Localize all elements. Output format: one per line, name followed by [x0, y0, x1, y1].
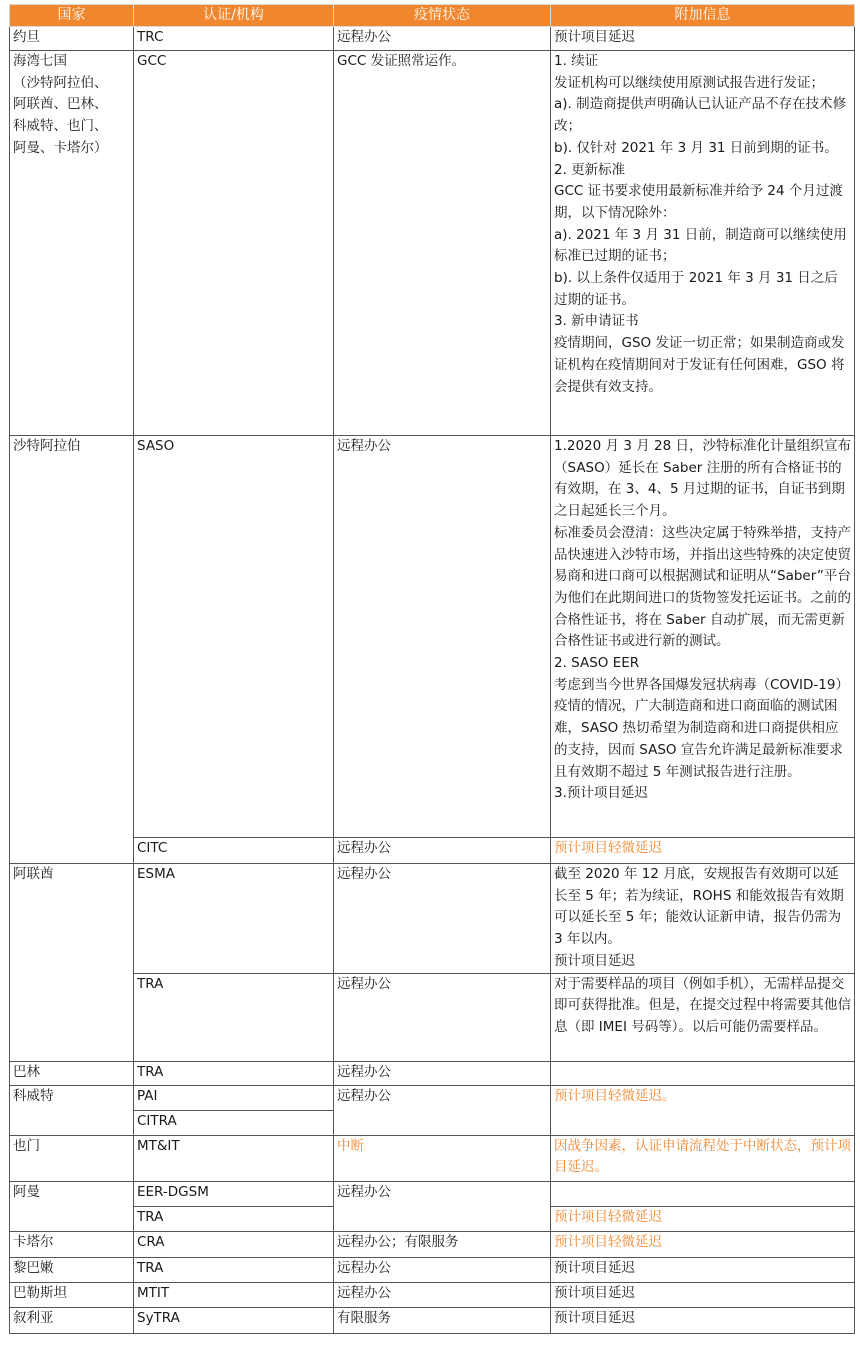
info-cell: 预计项目延迟	[551, 1257, 855, 1282]
table-row	[10, 1061, 855, 1085]
status-cell: 远程办公	[334, 1282, 551, 1307]
cert-cell: SASO	[134, 436, 334, 838]
cert-cell: CITRA	[134, 1110, 334, 1135]
info-paragraph: 2. SASO EER	[554, 655, 640, 672]
info-cell: 预计项目延迟	[551, 27, 855, 51]
status-cell: 中断	[334, 1135, 551, 1181]
info-paragraph: 2. 更新标准	[554, 161, 626, 178]
status-cell: 远程办公	[334, 436, 551, 838]
cert-cell: EER-DGSM	[134, 1181, 334, 1206]
table-row	[10, 51, 855, 436]
info-cell: 预计项目延迟	[551, 1307, 855, 1333]
status-cell: 远程办公	[334, 1061, 551, 1085]
info-cell: 因战争因素，认证申请流程处于中断状态，预计项目延迟。	[551, 1135, 855, 1181]
cert-cell: ESMA	[134, 864, 334, 974]
country-cell: 沙特阿拉伯	[10, 436, 134, 864]
info-paragraph: 1. 续证	[554, 53, 599, 69]
cert-cell: TRA	[134, 973, 334, 1061]
status-cell: 远程办公	[334, 864, 551, 974]
cert-cell: GCC	[134, 51, 334, 436]
info-paragraph: 3. 新申请证书	[554, 313, 639, 330]
table-row	[10, 27, 855, 51]
country-cell: 也门	[10, 1135, 134, 1181]
header-row	[10, 5, 855, 27]
status-cell: 有限服务	[334, 1307, 551, 1333]
header-country: 国家	[10, 5, 134, 27]
cert-cell: PAI	[134, 1085, 334, 1110]
country-cell: 黎巴嫩	[10, 1257, 134, 1282]
info-paragraph: 标准委员会澄清：这些决定属于特殊举措，支持产品快速进入沙特市场，并指出这些特殊的决定使贸易商和进口商可以根据测试和证明从“Saber”平台为他们在此期间进口的货物签发托运证书。之前的合格性证书，将在 Saber 自动扩展，而无需更新合格性证书或进行新的测试。	[554, 524, 851, 650]
status-cell: 远程办公	[334, 838, 551, 864]
info-paragraph: 3.预计项目延迟	[554, 785, 648, 802]
country-cell: 海湾七国 （沙特阿拉伯、 阿联酋、巴林、 科威特、也门、 阿曼、卡塔尔）	[10, 51, 134, 436]
table-row	[10, 1135, 855, 1181]
info-paragraph: 发证机构可以继续使用原测试报告进行发证；	[554, 74, 824, 91]
info-cell	[551, 864, 855, 974]
table-row	[10, 838, 855, 864]
country-cell: 阿联酋	[10, 864, 134, 1062]
table-row	[10, 864, 855, 974]
country-cell: 科威特	[10, 1085, 134, 1135]
info-paragraph: 预计项目延迟	[554, 952, 635, 969]
info-paragraph: 考虑到当今世界各国爆发冠状病毒（COVID-19）疫情的情况，广大制造商和进口商面临的测试困难，SASO 热切希望为制造商和进口商提供相应的支持，因而 SASO 宣告允许满足最新标准要求且有效期不超过 5 年测试报告进行注册。	[554, 676, 849, 780]
header-status: 疫情状态	[334, 5, 551, 27]
country-cell: 阿曼	[10, 1181, 134, 1231]
info-cell	[551, 1181, 855, 1206]
info-paragraph: 截至 2020 年 12 月底，安规报告有效期可以延长至 5 年；若为续证，ROHS 和能效报告有效期可以延长至 5 年；能效认证新申请，报告仍需为 3 年以内。	[554, 866, 844, 948]
info-cell	[551, 436, 855, 838]
table-row	[10, 1257, 855, 1282]
table-row	[10, 973, 855, 1061]
cert-cell: TRC	[134, 27, 334, 51]
cert-cell: CITC	[134, 838, 334, 864]
info-cell: 对于需要样品的项目（例如手机），无需样品提交即可获得批准。但是，在提交过程中将需要其他信息（即 IMEI 号码等）。以后可能仍需要样品。	[551, 973, 855, 1061]
table-row	[10, 436, 855, 838]
cert-cell: MTIT	[134, 1282, 334, 1307]
table-row	[10, 1307, 855, 1333]
country-cell: 叙利亚	[10, 1307, 134, 1333]
cert-cell: SyTRA	[134, 1307, 334, 1333]
status-cell: 远程办公；有限服务	[334, 1231, 551, 1257]
table-row	[10, 1085, 855, 1110]
header-info: 附加信息	[551, 5, 855, 27]
info-paragraph: 1.2020 月 3 月 28 日，沙特标准化计量组织宣布（SASO）延长在 Saber 注册的所有合格证书的有效期，在 3、4、5 月过期的证书，自证书到期之日起延长三个月。	[554, 438, 851, 520]
info-paragraph: a). 制造商提供声明确认已认证产品不存在技术修改；	[554, 96, 847, 135]
cert-cell: TRA	[134, 1061, 334, 1085]
certification-status-table	[9, 4, 855, 1334]
info-paragraph: b). 仅针对 2021 年 3 月 31 日前到期的证书。	[554, 139, 838, 156]
info-paragraph: 疫情期间，GSO 发证一切正常；如果制造商或发证机构在疫情期间对于发证有任何困难，GSO 将会提供有效支持。	[554, 335, 845, 395]
status-cell: GCC 发证照常运作。	[334, 51, 551, 436]
info-paragraph: a). 2021 年 3 月 31 日前，制造商可以继续使用标准已过期的证书；	[554, 226, 847, 265]
info-cell: 预计项目延迟	[551, 1282, 855, 1307]
country-cell: 巴林	[10, 1061, 134, 1085]
table-row	[10, 1231, 855, 1257]
status-cell: 远程办公	[334, 1181, 551, 1231]
info-cell: 预计项目轻微延迟	[551, 838, 855, 864]
status-cell: 远程办公	[334, 1085, 551, 1135]
info-cell	[551, 51, 855, 436]
cert-cell: TRA	[134, 1206, 334, 1231]
info-cell	[551, 1061, 855, 1085]
status-cell: 远程办公	[334, 27, 551, 51]
table-row	[10, 1181, 855, 1206]
status-cell: 远程办公	[334, 973, 551, 1061]
country-cell: 巴勒斯坦	[10, 1282, 134, 1307]
info-cell: 预计项目轻微延迟	[551, 1231, 855, 1257]
info-cell: 预计项目轻微延迟	[551, 1206, 855, 1231]
table-row	[10, 1282, 855, 1307]
country-cell: 卡塔尔	[10, 1231, 134, 1257]
cert-cell: CRA	[134, 1231, 334, 1257]
country-cell: 约旦	[10, 27, 134, 51]
header-cert: 认证/机构	[134, 5, 334, 27]
cert-cell: MT&IT	[134, 1135, 334, 1181]
info-paragraph: GCC 证书要求使用最新标准并给予 24 个月过渡期，以下情况除外：	[554, 183, 843, 221]
cert-cell: TRA	[134, 1257, 334, 1282]
info-paragraph: b). 以上条件仅适用于 2021 年 3 月 31 日之后过期的证书。	[554, 270, 838, 308]
info-cell: 预计项目轻微延迟。	[551, 1085, 855, 1135]
status-cell: 远程办公	[334, 1257, 551, 1282]
